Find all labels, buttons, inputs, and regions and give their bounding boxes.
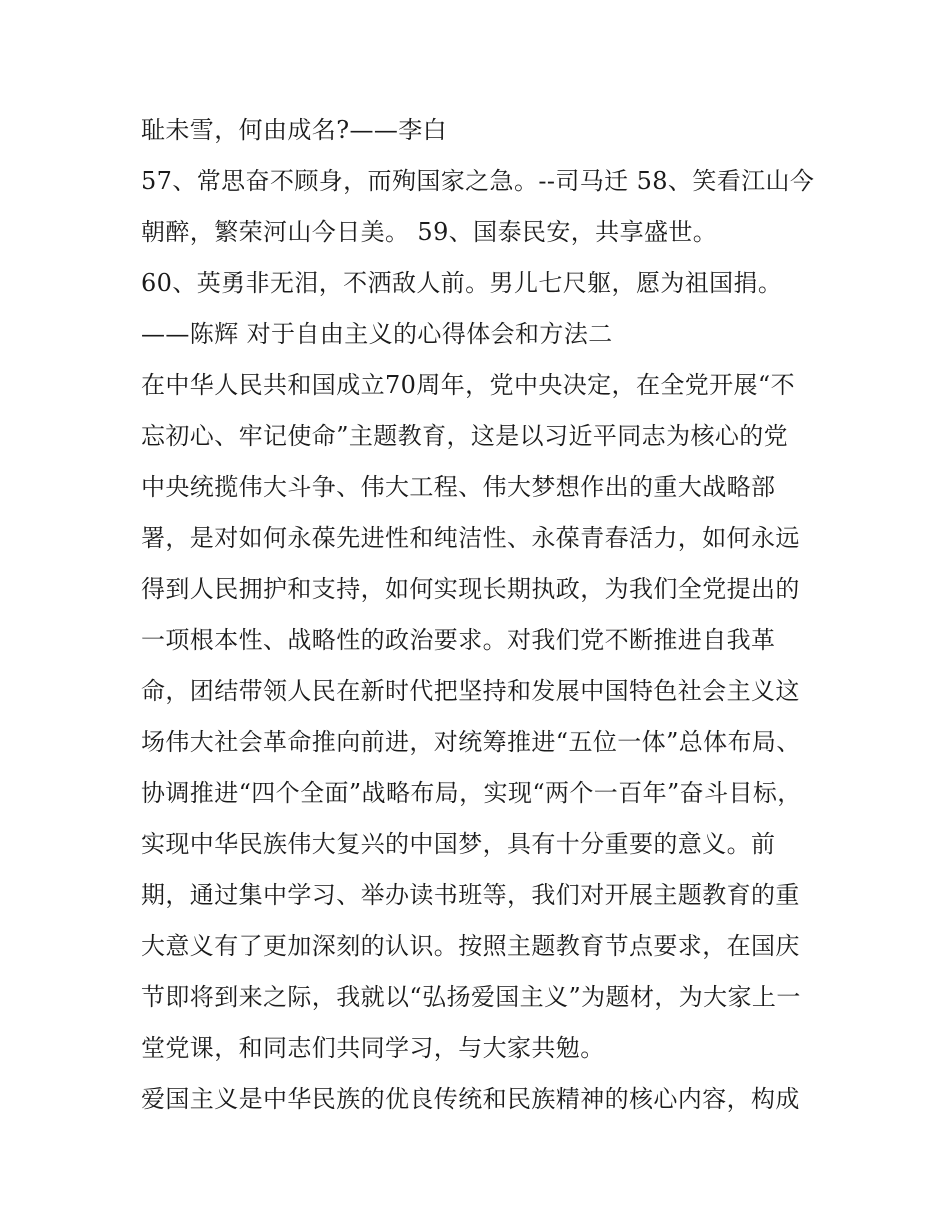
text-line: 大意义有了更加深刻的认识。按照主题教育节点要求，在国庆: [141, 932, 800, 960]
text-line: 一项根本性、战略性的政治要求。对我们党不断推进自我革: [141, 626, 776, 654]
text-line: 在中华人民共和国成立70周年，党中央决定，在全党开展“不: [141, 371, 796, 399]
text-line: 60、英勇非无泪，不洒敌人前。男儿七尺躯，愿为祖国捐。: [141, 269, 783, 297]
text-line: 节即将到来之际，我就以“弘扬爱国主义”为题材，为大家上一: [141, 983, 801, 1011]
text-line: 实现中华民族伟大复兴的中国梦，具有十分重要的意义。前: [141, 830, 776, 858]
text-line: 耻未雪，何由成名?——李白: [141, 116, 448, 144]
text-line: 署，是对如何永葆先进性和纯洁性、永葆青春活力，如何永远: [141, 524, 800, 552]
text-line: ——陈辉 对于自由主义的心得体会和方法二: [141, 320, 613, 348]
text-line: 中央统揽伟大斗争、伟大工程、伟大梦想作出的重大战略部: [141, 473, 776, 501]
text-line: 堂党课，和同志们共同学习，与大家共勉。: [141, 1034, 605, 1062]
text-line: 朝醉，繁荣河山今日美。 59、国泰民安，共享盛世。: [141, 218, 718, 246]
text-line: 场伟大社会革命推向前进，对统筹推进“五位一体”总体布局、: [141, 728, 801, 756]
text-line: 忘初心、牢记使命”主题教育，这是以习近平同志为核心的党: [141, 422, 789, 450]
text-line: 期，通过集中学习、举办读书班等，我们对开展主题教育的重: [141, 881, 800, 909]
text-line: 协调推进“四个全面”战略布局，实现“两个一百年”奋斗目标，: [141, 779, 802, 807]
text-line: 爱国主义是中华民族的优良传统和民族精神的核心内容，构成: [141, 1085, 800, 1113]
text-line: 57、常思奋不顾身，而殉国家之急。--司马迁 58、笑看江山今: [141, 167, 815, 195]
text-line: 得到人民拥护和支持，如何实现长期执政，为我们全党提出的: [141, 575, 800, 603]
text-line: 命，团结带领人民在新时代把坚持和发展中国特色社会主义这: [141, 677, 800, 705]
